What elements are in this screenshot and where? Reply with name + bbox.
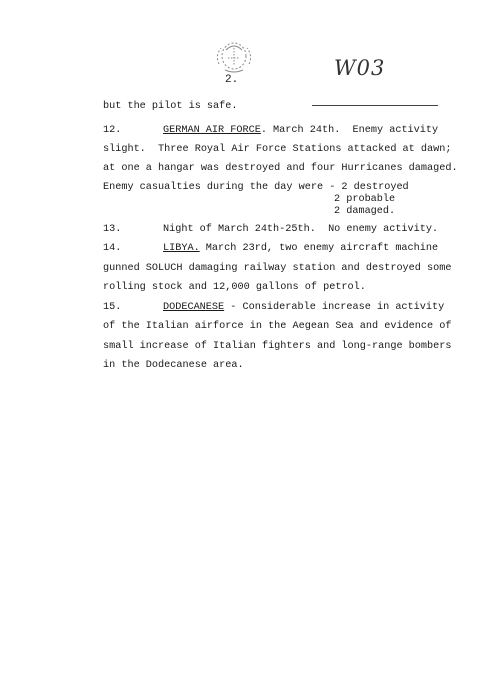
divider-line [312,105,438,106]
paragraph-line: in the Dodecanese area. [103,360,244,371]
paragraph-12-first-line [163,124,438,137]
carryover-line: but the pilot is safe. [103,101,238,112]
paragraph-number: 13. [103,224,122,235]
paragraph-line: of the Italian airforce in the Aegean Sea and evidence of [103,321,452,332]
crest-seal-icon [213,36,255,74]
page-number: 2. [225,74,239,86]
paragraph-14-first-line [163,242,438,255]
paragraph-line: Night of March 24th-25th. No enemy activity. [163,224,439,235]
handwritten-reference-note: W03 [334,56,386,80]
paragraph-heading: DODECANESE [163,302,225,313]
paragraph-number: 14. [103,243,122,254]
paragraph-15-first-line [163,301,444,314]
paragraph-heading: GERMAN AIR FORCE [163,125,261,136]
paragraph-line: gunned SOLUCH damaging railway station and destroyed some [103,263,452,274]
paragraph-line: rolling stock and 12,000 gallons of petrol. [103,282,366,293]
paragraph-number: 12. [103,125,122,136]
paragraph-number: 15. [103,302,122,313]
paragraph-line: - Considerable increase in activity [224,302,445,313]
casualty-line: 2 damaged. [334,206,396,217]
paragraph-line: March 23rd, two enemy aircraft machine [199,243,439,254]
paragraph-heading: LIBYA. [163,243,200,254]
paragraph-line: Enemy casualties during the day were - 2 destroyed [103,182,409,193]
paragraph-line: slight. Three Royal Air Force Stations attacked at dawn; [103,144,452,155]
casualty-line: 2 probable [334,194,396,205]
paragraph-line: . March 24th. Enemy activity [260,125,439,136]
paragraph-line: at one a hangar was destroyed and four Hurricanes damaged. [103,163,458,174]
paragraph-line: small increase of Italian fighters and long-range bombers [103,341,452,352]
